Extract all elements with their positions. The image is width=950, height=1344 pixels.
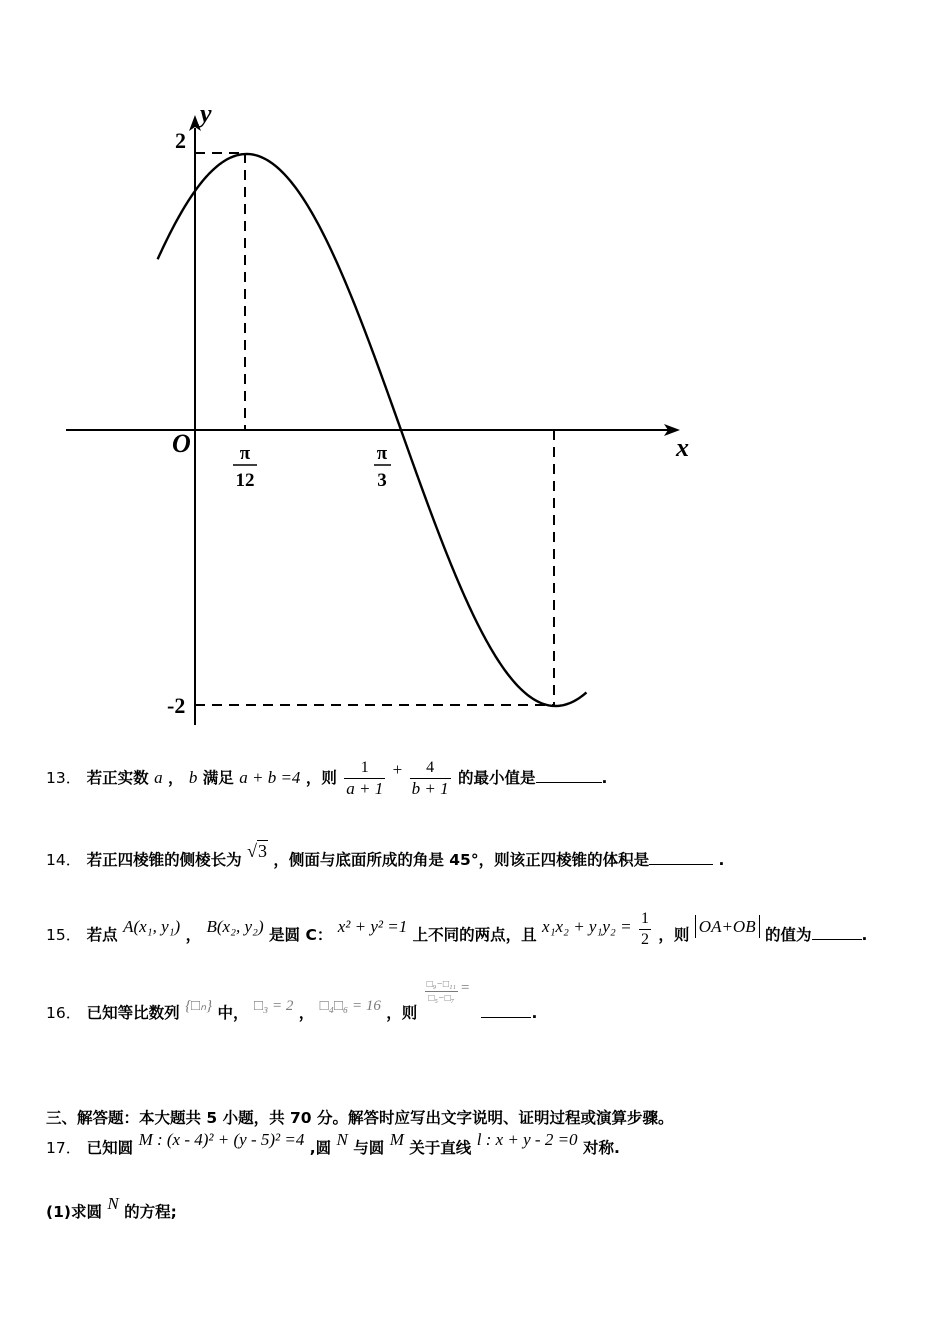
q15-number: 15． (46, 926, 82, 944)
q16-text-1: 已知等比数列 (86, 1004, 180, 1022)
x-axis-label: x (676, 433, 689, 462)
q13-answer-blank[interactable] (536, 768, 602, 783)
q15-text-4: ，则 (658, 926, 690, 944)
question-13 (46, 758, 607, 799)
q17-circle-m-eq: M : (x - 4)² + (y - 5)² =4 (138, 1130, 305, 1149)
q15-abs-vector: OA+OB (695, 915, 760, 938)
q13-var-a: a (154, 768, 163, 787)
q14-number: 14． (46, 851, 82, 869)
x-tick-pi-3-denominator: 3 (377, 470, 387, 491)
q16-condition-2: □₄□₆ = 16 (319, 998, 381, 1014)
q13-text-4: 的最小值是 (458, 769, 536, 787)
q16-number: 16． (46, 1004, 82, 1022)
q15-point-b: B(x₂, y₂) (206, 917, 264, 936)
q13-var-b: b (188, 768, 198, 787)
q13-end: . (601, 769, 608, 787)
x-tick-pi-over-12 (233, 443, 257, 491)
q17-text-1: 已知圆 (86, 1139, 134, 1157)
q16-answer-blank[interactable] (481, 1003, 531, 1018)
question-17-part-1 (46, 1194, 177, 1222)
origin-label: O (172, 429, 191, 458)
q17-text-2: ,圆 (309, 1139, 332, 1157)
q13-frac2-num: 4 (426, 759, 435, 776)
q17-text-5: 对称. (582, 1139, 620, 1157)
q16-condition-1: □₃ = 2 (253, 998, 294, 1014)
q13-condition: a + b =4 (239, 768, 301, 787)
q13-fraction-2 (410, 758, 451, 799)
q15-answer-blank[interactable] (812, 925, 862, 940)
q15-point-a: A(x₁, y₁) (123, 917, 181, 936)
q15-condition: x₁x₂ + y₁y₂ = (542, 917, 632, 936)
q17-part1-circle-n: N (107, 1194, 119, 1213)
q16-frac-num: □₉−□₁₁ (426, 979, 456, 990)
q17-line-eq: l : x + y - 2 =0 (476, 1130, 578, 1149)
q14-answer-blank[interactable] (649, 850, 713, 865)
q15-text-5: 的值为 (765, 926, 812, 944)
q14-text-2: ，侧面与底面所成的角是 45°，则该正四棱锥的体积是 (273, 851, 650, 869)
q17-part1-label: (1)求圆 (46, 1203, 102, 1221)
q16-fraction (425, 978, 458, 1005)
x-tick-pi-over-3 (374, 443, 391, 491)
q16-text-2: 中， (217, 1004, 249, 1022)
question-14 (46, 841, 725, 870)
question-15 (46, 910, 868, 956)
y-tick-min-label: -2 (167, 693, 186, 718)
question-17 (46, 1130, 620, 1158)
q15-circle-eq: x² + y² =1 (337, 917, 408, 936)
y-axis (189, 115, 201, 725)
x-axis (66, 424, 680, 436)
q13-number: 13． (46, 769, 82, 787)
q13-frac1-den: a + 1 (346, 779, 384, 798)
q16-end: . (531, 1004, 538, 1022)
question-16 (46, 979, 538, 1027)
q14-text-1: 若正四棱锥的侧棱长为 (86, 851, 242, 869)
q17-circle-m: M (389, 1130, 404, 1149)
q14-sqrt-value: 3 (257, 841, 267, 861)
q13-fraction-1 (344, 758, 385, 799)
q17-text-4: 关于直线 (409, 1139, 472, 1157)
q16-frac-den: □₅−□₇ (425, 991, 458, 1005)
q13-plus: + (392, 760, 403, 779)
q13-text-2: 满足 (202, 769, 234, 787)
y-tick-max-label: 2 (175, 128, 186, 153)
q15-sep: ， (185, 926, 202, 944)
section-3-title: 三、解答题：本大题共 5 小题，共 70 分。解答时应写出文字说明、证明过程或演算步骤。 (46, 1109, 674, 1127)
q17-text-3: 与圆 (353, 1139, 385, 1157)
q15-end: . (861, 926, 868, 944)
q17-number: 17． (46, 1139, 82, 1157)
q13-text-3: ，则 (305, 769, 337, 787)
q13-sep: ， (167, 769, 184, 787)
q16-equals: = (459, 980, 471, 996)
q15-text-2: 是圆 C： (269, 926, 333, 944)
q15-frac-num: 1 (640, 910, 649, 927)
y-axis-label: y (200, 99, 212, 128)
q13-frac2-den: b + 1 (411, 779, 449, 798)
q17-circle-n: N (336, 1130, 348, 1149)
q14-sqrt: √3 (247, 841, 267, 861)
q16-sequence: {□ₙ} (185, 998, 213, 1014)
q15-fraction (639, 909, 651, 950)
x-tick-pi-3-numerator: π (376, 443, 388, 464)
q13-text-1: 若正实数 (86, 769, 149, 787)
q15-frac-den: 2 (640, 931, 649, 948)
q17-part1-text: 的方程; (124, 1203, 177, 1221)
x-tick-pi-12-denominator: 12 (235, 470, 255, 491)
q15-text-1: 若点 (86, 926, 118, 944)
q14-end: . (718, 851, 725, 869)
q15-text-3: 上不同的两点，且 (412, 926, 537, 944)
q13-frac1-num: 1 (360, 759, 369, 776)
q16-text-3: ，则 (386, 1004, 418, 1022)
q16-sep: ， (298, 1004, 315, 1022)
x-tick-pi-12-numerator: π (239, 443, 251, 464)
